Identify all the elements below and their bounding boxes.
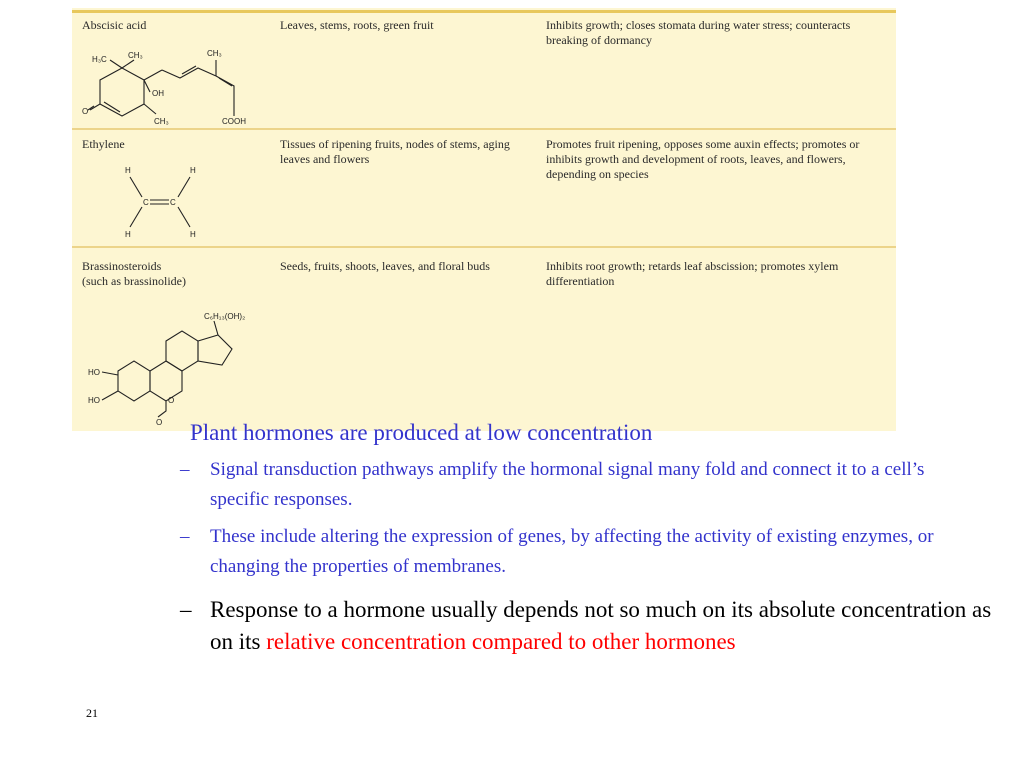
brassinolide-structure	[82, 299, 272, 427]
ethylene-structure	[82, 163, 222, 241]
dash-marker: –	[180, 459, 190, 480]
hormone-table	[72, 8, 896, 431]
dash-marker: –	[180, 597, 192, 622]
hormone-name: Brassinosteroids	[82, 259, 162, 273]
abscisic-label-ch3b: CH₃	[207, 49, 222, 58]
ethylene-label-h: H	[125, 166, 131, 175]
production-sites: Tissues of ripening fruits, nodes of stems, aging leaves and flowers	[280, 137, 510, 166]
ethylene-label-h: H	[190, 166, 196, 175]
brassinolide-label-ring-o: O	[168, 396, 175, 405]
main-bullet: Plant hormones are produced at low concentration	[190, 420, 653, 445]
sub-bullet	[180, 455, 980, 515]
production-sites: Seeds, fruits, shoots, leaves, and floral buds	[280, 259, 490, 273]
ethylene-label-h: H	[190, 230, 196, 239]
table-row	[72, 137, 896, 247]
abscisic-label-cooh: COOH	[222, 117, 246, 126]
dash-marker: –	[180, 526, 190, 547]
abscisic-label-h3c: H₃C	[92, 55, 107, 64]
table-row	[72, 18, 896, 130]
brassinolide-label-ho: HO	[88, 368, 100, 377]
hormone-name: Ethylene	[82, 137, 125, 151]
sub-bullet-text: Signal transduction pathways amplify the hormonal signal many fold and connect it to a cell’s specific responses.	[210, 459, 925, 510]
abscisic-label-ch3c: CH₃	[154, 117, 169, 126]
page-number: 21	[86, 706, 98, 720]
row-divider	[72, 128, 896, 130]
table-top-border	[72, 10, 896, 13]
abscisic-label-oh: OH	[152, 89, 164, 98]
sub-bullet-text: These include altering the expression of genes, by affecting the activity of existing enzymes, or changing the properties of membranes.	[210, 526, 934, 577]
row-divider	[72, 246, 896, 248]
brassinolide-label-carbonyl-o: O	[156, 418, 163, 427]
ethylene-label-h: H	[125, 230, 131, 239]
sub-bullet	[180, 522, 980, 582]
hormone-effects: Inhibits root growth; retards leaf abscission; promotes xylem differentiation	[546, 259, 839, 288]
abscisic-acid-structure	[82, 46, 262, 130]
hormone-example: (such as brassinolide)	[82, 274, 186, 288]
response-plain-text: Response to a hormone usually depends not so much on its absolute concentration as on its	[210, 597, 992, 654]
brassinolide-label-side-chain: C₆H₁₃(OH)₂	[204, 312, 246, 321]
response-highlight-text: relative concentration compared to other hormones	[266, 629, 736, 654]
table-row	[72, 259, 896, 429]
brassinolide-label-ho: HO	[88, 396, 100, 405]
abscisic-label-ch3a: CH₃	[128, 51, 143, 60]
hormone-name: Abscisic acid	[82, 18, 147, 32]
response-text	[210, 594, 1000, 658]
abscisic-label-o: O	[82, 107, 89, 116]
response-bullet	[180, 594, 1000, 658]
hormone-effects: Inhibits growth; closes stomata during water stress; counteracts breaking of dormancy	[546, 18, 851, 47]
ethylene-label-c: C	[143, 198, 149, 207]
hormone-effects: Promotes fruit ripening, opposes some auxin effects; promotes or inhibits growth and development of roots, leaves, and flowers, depending on species	[546, 137, 860, 181]
production-sites: Leaves, stems, roots, green fruit	[280, 18, 434, 32]
ethylene-label-c: C	[170, 198, 176, 207]
